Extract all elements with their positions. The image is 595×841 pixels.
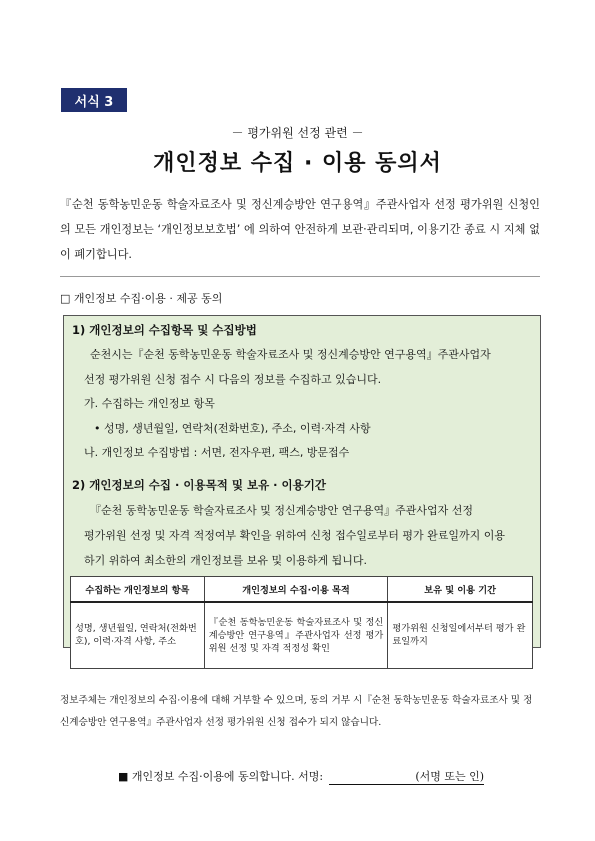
section2-line2: 평가위원 선정 및 자격 적정여부 확인을 위하여 신청 접수일로부터 평가 완료일까지 이용 bbox=[84, 529, 505, 542]
section1-item-a-detail: • 성명, 생년월일, 연락처(전화번호), 주소, 이력·자격 사항 bbox=[94, 422, 371, 435]
consent-table bbox=[70, 576, 533, 669]
table-header: 수집하는 개인정보의 항목 bbox=[71, 577, 205, 603]
section2-title: 2) 개인정보의 수집 · 이용목적 및 보유 · 이용기간 bbox=[72, 478, 326, 492]
intro-paragraph: 『순천 동학농민운동 학술자료조사 및 정신계승방안 연구용역』주관사업자 선정 평가위원 신청인의 모든 개인정보는 ‘개인정보보호법’ 에 의하여 안전하게 보관‧관리되며, 이용기간 종료 시 지체 없이 폐기합니다. bbox=[60, 198, 540, 261]
form-number-badge: 서식 3 bbox=[61, 88, 127, 112]
divider bbox=[60, 276, 540, 277]
table-cell-period: 평가위원 신청일에서부터 평가 완료일까지 bbox=[388, 602, 533, 668]
table-header: 개인정보의 수집·이용 목적 bbox=[204, 577, 388, 603]
table-cell-purpose: 『순천 동학농민운동 학술자료조사 및 정신계승방안 연구용역』주관사업자 선정 평가위원 선정 및 자격 적정성 확인 bbox=[204, 602, 388, 668]
table-header-row bbox=[71, 577, 533, 603]
section2-line1: 『순천 동학농민운동 학술자료조사 및 정신계승방안 연구용역』주관사업자 선정 bbox=[90, 504, 474, 517]
section2-line3: 하기 위하여 최소한의 개인정보를 보유 및 이용하게 됩니다. bbox=[84, 554, 367, 567]
notice-paragraph: 정보주체는 개인정보의 수집·이용에 대해 거부할 수 있으며, 동의 거부 시『순천 동학농민운동 학술자료조사 및 정신계승방안 연구용역』주관사업자 선정 평가위원 신청 접수가 되지 않습니다. bbox=[60, 695, 533, 728]
page-title: 개인정보 수집 · 이용 동의서 bbox=[153, 151, 442, 176]
signature-line bbox=[118, 768, 484, 785]
table-cell-items: 성명, 생년월일, 연락처(전화번호), 이력·자격 사항, 주소 bbox=[71, 602, 205, 668]
signature-label: ■ 개인정보 수집·이용에 동의합니다. 서명: bbox=[118, 770, 324, 783]
table-row bbox=[71, 602, 533, 668]
signature-field[interactable]: (서명 또는 인) bbox=[329, 768, 484, 785]
section1-item-b: 나. 개인정보 수집방법 : 서면, 전자우편, 팩스, 방문접수 bbox=[84, 446, 350, 459]
section1-title: 1) 개인정보의 수집항목 및 수집방법 bbox=[72, 323, 257, 337]
table-header: 보유 및 이용 기간 bbox=[388, 577, 533, 603]
consent-checkbox-item[interactable]: □ 개인정보 수집·이용 · 제공 동의 bbox=[60, 292, 223, 305]
section1-line1: 순천시는『순천 동학농민운동 학술자료조사 및 정신계승방안 연구용역』주관사업자 bbox=[90, 348, 491, 361]
subtitle: － 평가위원 선정 관련 － bbox=[231, 126, 364, 140]
section1-line2: 선정 평가위원 신청 접수 시 다음의 정보를 수집하고 있습니다. bbox=[84, 373, 382, 386]
section1-item-a: 가. 수집하는 개인정보 항목 bbox=[84, 397, 215, 410]
